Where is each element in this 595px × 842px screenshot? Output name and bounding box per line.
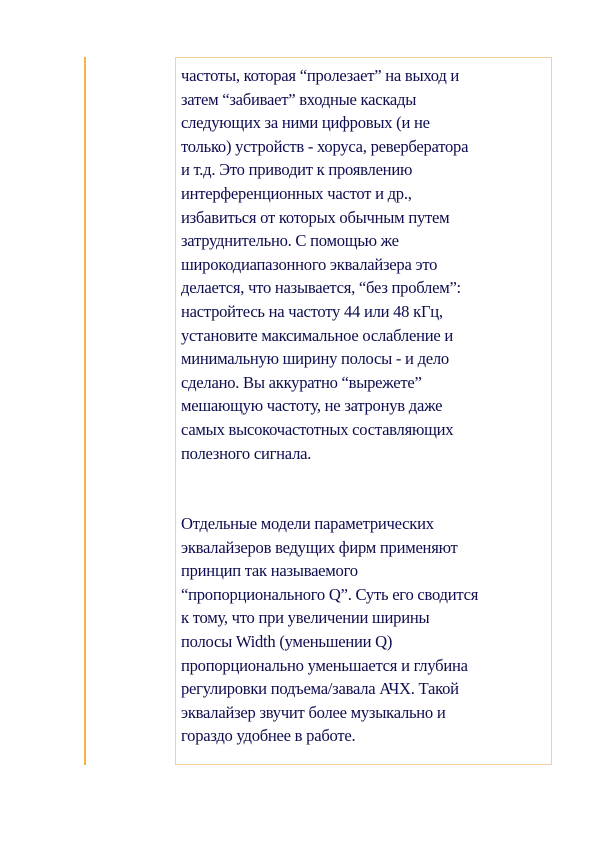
left-margin-rule [84,57,86,765]
paragraph-2: Отдельные модели параметрических эквалайзеров ведущих фирм применяют принцип так называемого “пропорционального Q”. Суть его сводится к тому, что при увеличении ширины полосы Width (уменьшении Q) пропорционально уменьшается и глубина регулировки подъема/завала АЧХ. Такой эквалайзер звучит более музыкально и гораздо удобнее в работе. [181,514,479,746]
text-frame [175,57,552,765]
paragraph-1: частоты, которая “пролезает” на выход и затем “забивает” входные каскады следующих за ними цифровых (и не только) устройств - хоруса, ревербератора и т.д. Это приводит к проявлению интерференционных частот и др., избавиться от которых обычным путем затруднительно. С помощью же широкодиапазонного эквалайзера это делается, что называется, “без проблем”: настройтесь на частоту 44 или 48 кГц, установите максимальное ослабление и минимальную ширину полосы - и дело сделано. Вы аккуратно “вырежете” мешающую частоту, не затронув даже самых высокочастотных составляющих полезного сигнала. [181,66,469,463]
